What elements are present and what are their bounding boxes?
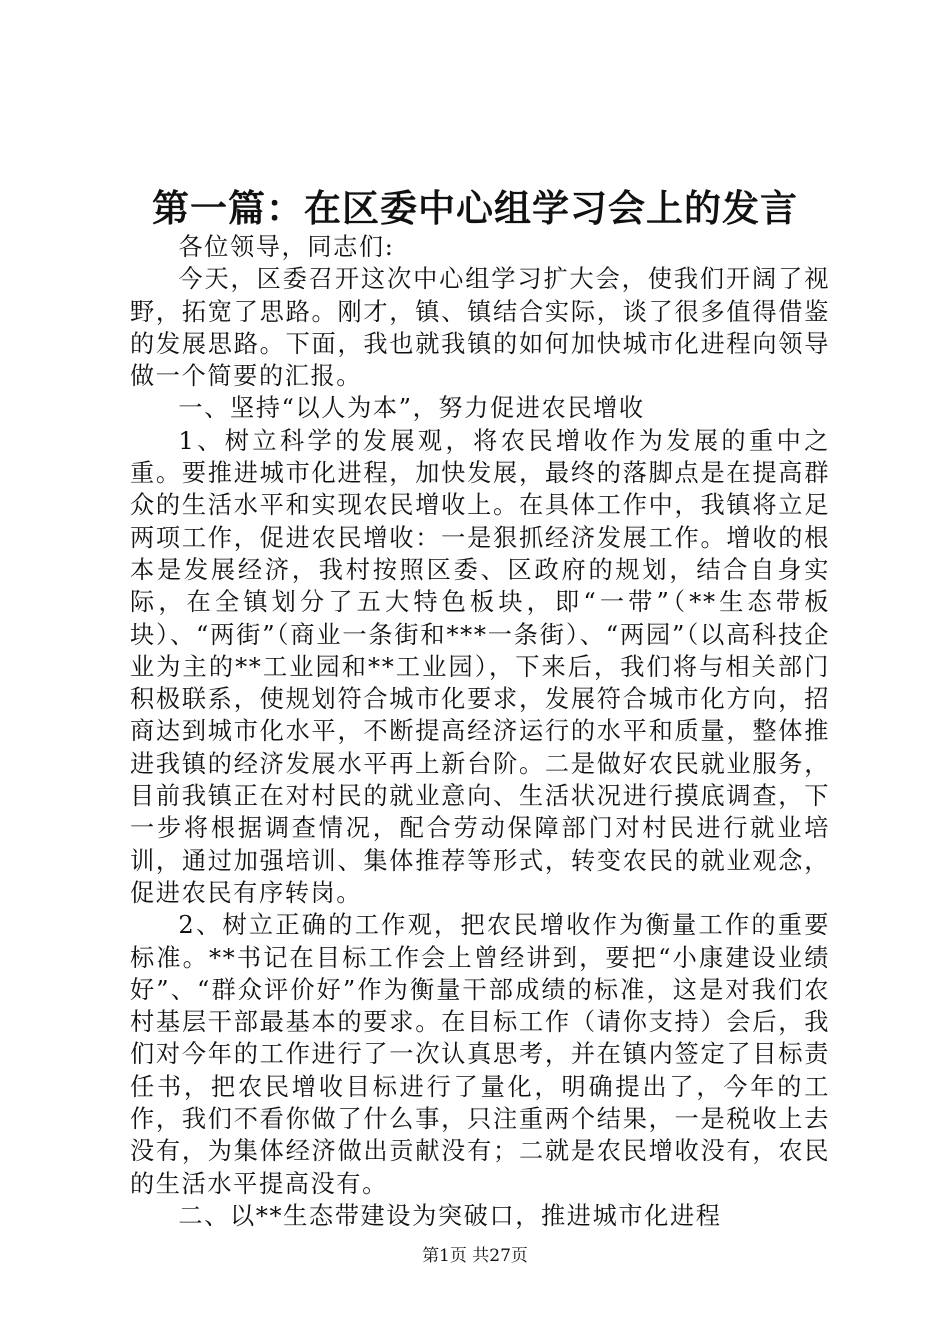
document-title: 第一篇：在区委中心组学习会上的发言 <box>152 186 798 230</box>
page-footer: 第1页 共27页 <box>422 1246 528 1266</box>
paragraph-greeting: 各位领导，同志们: <box>178 233 395 261</box>
section-heading-2: 二、以**生态带建设为突破口，推进城市化进程 <box>178 1201 722 1230</box>
paragraph-item-1: 1、树立科学的发展观，将农民增收作为发展的重中之重。要推进城市化进程，加快发展，最终的落脚点是在提高群众的生活水平和实现农民增收上。在具体工作中，我镇将立足两项工作，促进农民增收：一是狠抓经济发展工作。增收的根本是发展经济，我村按照区委、区政府的规划，结合自身实际，在全镇划分了五大特色板块，即“一带”（**生态带板块）、“两街”（商业一条街和***一条街）、“两园”（以高科技企业为主的**工业园和**工业园），下来后，我们将与相关部门积极联系，使规划符合城市化要求，发展符合城市化方向，招商达到城市化水平，不断提高经济运行的水平和质量，整体推进我镇的经济发展水平再上新台阶。二是做好农民就业服务，目前我镇正在对村民的就业意向、生活状况进行摸底调查，下一步将根据调查情况，配合劳动保障部门对村民进行就业培训，通过加强培训、集体推荐等形式，转变农民的就业观念，促进农民有序转岗。 <box>130 426 830 907</box>
section-heading-1: 一、坚持“以人为本”，努力促进农民增收 <box>178 394 645 423</box>
document-body <box>130 231 830 1232</box>
paragraph-item-2: 2、树立正确的工作观，把农民增收作为衡量工作的重要标准。**书记在目标工作会上曾经讲到，要把“小康建设业绩好”、“群众评价好”作为衡量干部成绩的标准，这是对我们农村基层干部最基本的要求。在目标工作（请你支持）会后，我们对今年的工作进行了一次认真思考，并在镇内签定了目标责任书，把农民增收目标进行了量化，明确提出了，今年的工作，我们不看你做了什么事，只注重两个结果，一是税收上去没有，为集体经济做出贡献没有；二就是农民增收没有，农民的生活水平提高没有。 <box>130 911 830 1198</box>
paragraph-intro: 今天，区委召开这次中心组学习扩大会，使我们开阔了视野，拓宽了思路。刚才，镇、镇结合实际，谈了很多值得借鉴的发展思路。下面，我也就我镇的如何加快城市化进程向领导做一个简要的汇报。 <box>130 265 830 391</box>
